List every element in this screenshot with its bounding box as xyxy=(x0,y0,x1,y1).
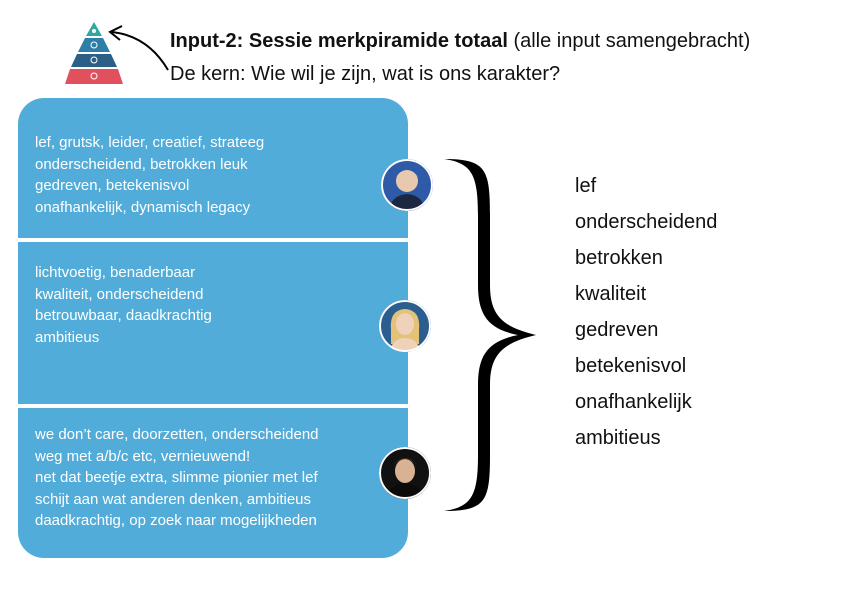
input-section-2 xyxy=(18,242,408,404)
keyword-item: onafhankelijk xyxy=(575,391,692,413)
input-line: net dat beetje extra, slimme pionier met lef xyxy=(35,469,318,486)
keyword-item: gedreven xyxy=(575,319,659,341)
page-title: Input-2: Sessie merkpiramide totaal (alle input samengebracht) xyxy=(170,30,751,52)
input-line: daadkrachtig, op zoek naar mogelijkheden xyxy=(35,512,317,529)
avatar xyxy=(379,300,431,352)
keyword-item: lef xyxy=(575,175,597,197)
avatar xyxy=(381,159,433,211)
input-line: weg met a/b/c etc, vernieuwend! xyxy=(35,447,251,465)
keyword-item: kwaliteit xyxy=(575,283,647,305)
keyword-item: ambitieus xyxy=(575,427,661,449)
input-section-1 xyxy=(18,98,408,238)
pointer-arrow-icon xyxy=(100,22,172,74)
input-line: kwaliteit, onderscheidend xyxy=(35,285,204,303)
input-line: lichtvoetig, benaderbaar xyxy=(35,264,196,281)
input-line: betrouwbaar, daadkrachtig xyxy=(35,307,212,324)
page-subtitle: De kern: Wie wil je zijn, wat is ons karakter? xyxy=(170,63,561,85)
input-line: onderscheidend, betrokken leuk xyxy=(35,155,248,173)
keyword-list xyxy=(575,172,717,460)
keyword-item: onderscheidend xyxy=(575,211,718,233)
input-line: onafhankelijk, dynamisch legacy xyxy=(35,198,251,216)
input-panel xyxy=(18,98,408,558)
keyword-item: betekenisvol xyxy=(575,355,687,377)
input-line: schijt aan wat anderen denken, ambitieus xyxy=(35,490,312,508)
avatar xyxy=(379,447,431,499)
input-line: lef, grutsk, leider, creatief, strateeg xyxy=(35,134,265,151)
input-line: ambitieus xyxy=(35,328,100,346)
input-section-3 xyxy=(18,408,408,558)
input-line: we don’t care, doorzetten, onderscheidend xyxy=(35,426,319,443)
input-line: gedreven, betekenisvol xyxy=(35,177,190,194)
keyword-item: betrokken xyxy=(575,247,663,269)
curly-brace-icon xyxy=(440,155,540,515)
